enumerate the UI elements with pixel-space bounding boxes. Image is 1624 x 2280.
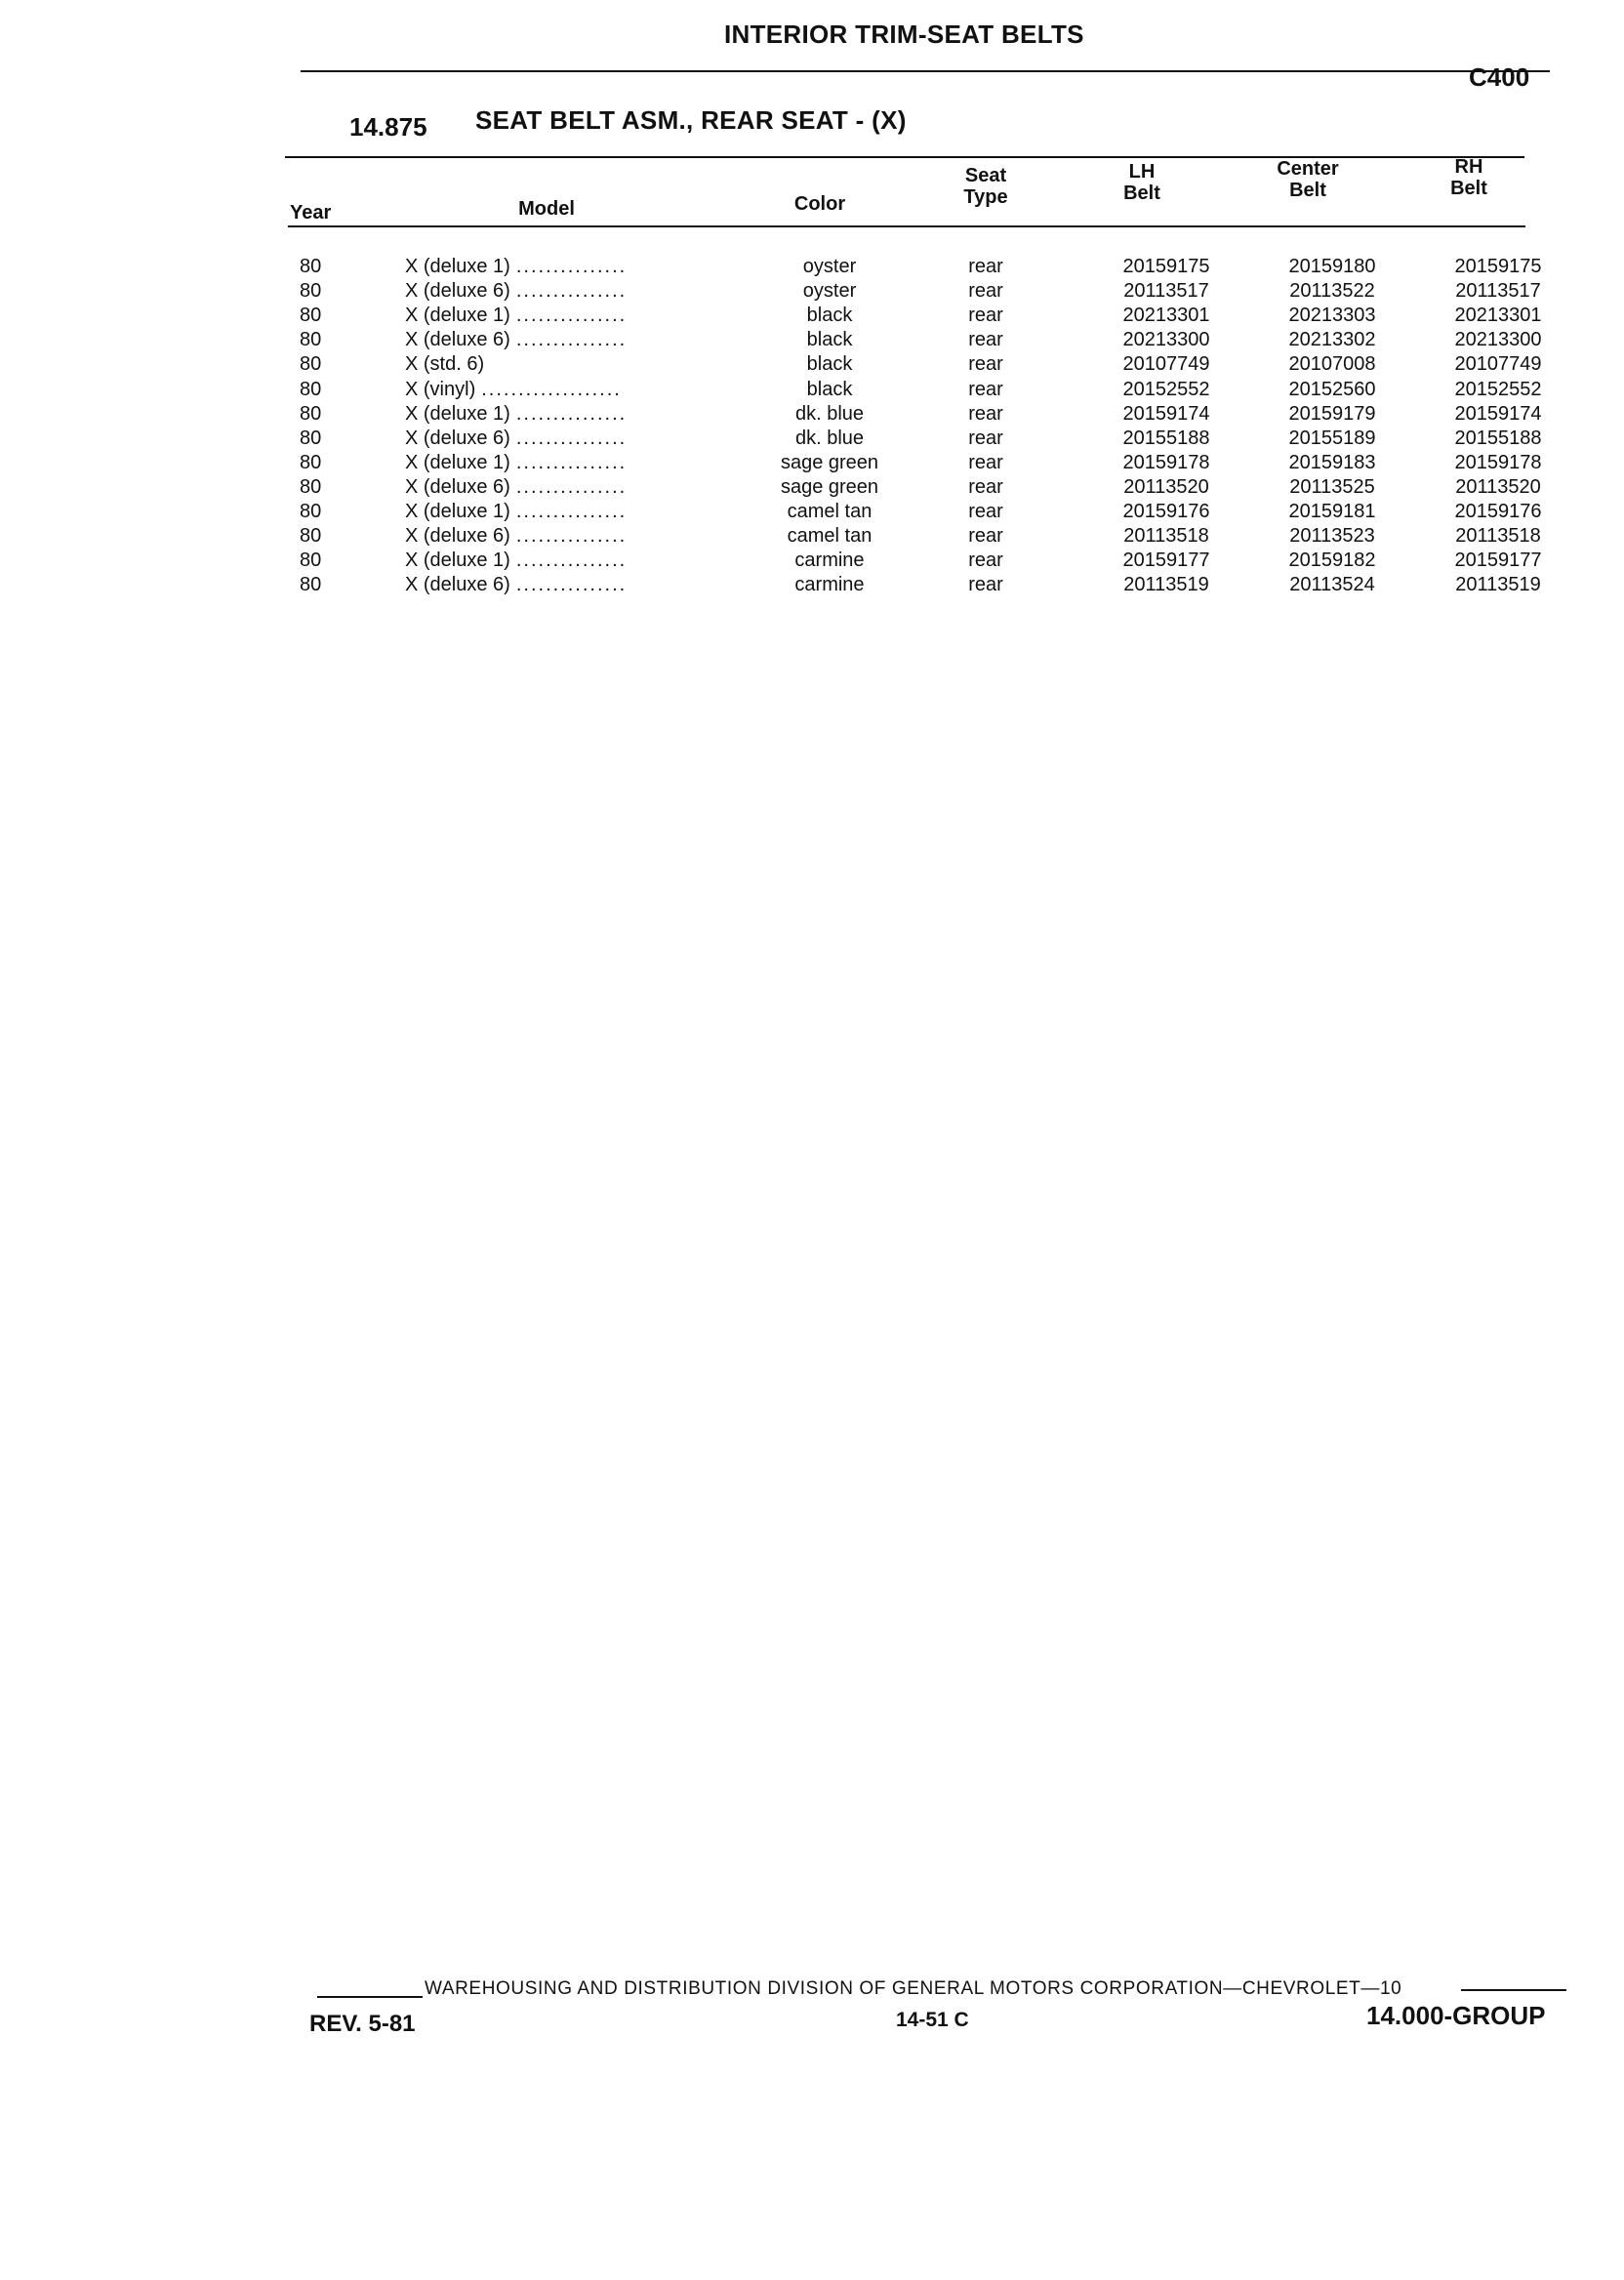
model-text: X (deluxe 6)	[405, 525, 510, 548]
lh-belt-cell: 20113518	[1123, 525, 1209, 548]
rh-belt-cell: 20213300	[1454, 329, 1542, 351]
year-cell: 80	[300, 305, 322, 327]
col-header-color: Color	[793, 193, 846, 215]
model-cell	[405, 256, 627, 278]
model-text: X (deluxe 1)	[405, 402, 510, 425]
leader-dots: ...................	[481, 378, 622, 400]
rh-belt-cell: 20152552	[1454, 378, 1542, 400]
assembly-number: 14.875	[349, 112, 427, 142]
model-cell	[405, 403, 627, 426]
rh-belt-cell: 20113520	[1455, 475, 1541, 498]
model-cell	[405, 525, 627, 548]
seat-type-cell: rear	[968, 305, 1003, 327]
color-cell: oyster	[802, 280, 857, 303]
seat-type-cell: rear	[968, 256, 1003, 277]
model-cell	[405, 501, 627, 523]
rh-belt-cell: 20107749	[1454, 353, 1542, 376]
color-cell: black	[806, 305, 853, 327]
model-text: X (deluxe 1)	[405, 550, 510, 572]
rh-belt-cell: 20113517	[1455, 280, 1541, 303]
leader-dots: ...............	[515, 574, 628, 596]
col-header-center-line2: Belt	[1289, 180, 1326, 201]
leader-dots: ...............	[515, 280, 628, 303]
center-belt-cell: 20159180	[1288, 256, 1376, 277]
footer-rule-right	[1461, 1989, 1566, 1991]
seat-type-cell: rear	[968, 280, 1003, 303]
color-cell: camel tan	[787, 525, 873, 548]
col-header-seat-line2: Type	[963, 186, 1008, 208]
center-belt-cell: 20159179	[1288, 402, 1376, 425]
section-code: C400	[1469, 62, 1530, 92]
model-text: X (deluxe 6)	[405, 329, 510, 351]
table-row	[0, 379, 1624, 403]
model-text: X (deluxe 6)	[405, 574, 510, 596]
rh-belt-cell: 20159177	[1454, 550, 1542, 572]
model-text: X (deluxe 6)	[405, 427, 510, 449]
seat-type-cell: rear	[968, 574, 1003, 596]
lh-belt-cell: 20113520	[1123, 475, 1209, 498]
lh-belt-cell: 20159174	[1122, 402, 1210, 425]
model-cell	[405, 353, 490, 376]
leader-dots: ...............	[515, 451, 628, 473]
col-header-lh-line2: Belt	[1123, 183, 1160, 204]
color-cell: black	[806, 353, 853, 376]
center-belt-cell: 20159181	[1288, 501, 1376, 522]
table-row	[0, 403, 1624, 428]
parts-table-body	[0, 0, 1624, 683]
center-belt-cell: 20113524	[1289, 574, 1375, 596]
color-cell: carmine	[794, 574, 865, 596]
color-cell: black	[806, 329, 853, 351]
color-cell: dk. blue	[794, 402, 865, 425]
seat-type-cell: rear	[968, 475, 1003, 498]
model-text: X (std. 6)	[405, 353, 485, 376]
table-row	[0, 305, 1624, 329]
seat-type-cell: rear	[968, 353, 1003, 376]
model-text: X (deluxe 1)	[405, 256, 510, 277]
center-belt-cell: 20213303	[1288, 305, 1376, 327]
year-cell: 80	[300, 280, 322, 303]
model-cell	[405, 550, 627, 572]
lh-belt-cell: 20155188	[1122, 427, 1210, 449]
table-row	[0, 256, 1624, 280]
leader-dots: ...............	[515, 501, 628, 522]
color-cell: carmine	[794, 550, 865, 572]
lh-belt-cell: 20152552	[1122, 378, 1210, 400]
color-cell: oyster	[802, 256, 857, 277]
leader-dots: ...............	[515, 256, 628, 277]
center-belt-cell: 20152560	[1288, 378, 1376, 400]
footer-revision: REV. 5-81	[309, 2011, 416, 2037]
col-header-year: Year	[290, 202, 332, 224]
seat-type-cell: rear	[968, 427, 1003, 449]
model-text: X (deluxe 1)	[405, 501, 510, 522]
year-cell: 80	[300, 574, 322, 596]
color-cell: sage green	[780, 475, 879, 498]
table-row	[0, 574, 1624, 598]
model-text: X (deluxe 1)	[405, 451, 510, 473]
leader-dots: ...............	[515, 475, 628, 498]
footer-rule-left	[317, 1996, 423, 1998]
leader-dots: ...............	[515, 427, 628, 449]
seat-type-cell: rear	[968, 525, 1003, 548]
leader-dots: ...............	[515, 525, 628, 548]
seat-type-cell: rear	[968, 501, 1003, 522]
footer-division-line: WAREHOUSING AND DISTRIBUTION DIVISION OF GENERAL MOTORS CORPORATION—CHEVROLET—10	[425, 1978, 1402, 1999]
table-row	[0, 476, 1624, 501]
year-cell: 80	[300, 501, 322, 522]
color-cell: dk. blue	[794, 427, 865, 449]
model-cell	[405, 452, 627, 474]
col-header-rh-line1: RH	[1454, 156, 1483, 178]
color-cell: camel tan	[787, 501, 873, 522]
center-belt-cell: 20159183	[1288, 451, 1376, 473]
col-header-seat-line1: Seat	[964, 165, 1007, 186]
year-cell: 80	[300, 427, 322, 449]
center-belt-cell: 20155189	[1288, 427, 1376, 449]
model-text: X (deluxe 1)	[405, 305, 510, 327]
table-row	[0, 525, 1624, 550]
model-cell	[405, 476, 627, 499]
table-row	[0, 550, 1624, 574]
model-cell	[405, 574, 627, 596]
center-belt-cell: 20113523	[1289, 525, 1375, 548]
rh-belt-cell: 20159178	[1454, 451, 1542, 473]
model-text: X (vinyl)	[405, 378, 476, 400]
year-cell: 80	[300, 475, 322, 498]
leader-dots: ...............	[515, 550, 628, 572]
col-header-center-line1: Center	[1277, 158, 1339, 180]
leader-dots: ...............	[515, 402, 628, 425]
year-cell: 80	[300, 550, 322, 572]
seat-type-cell: rear	[968, 451, 1003, 473]
table-row	[0, 280, 1624, 305]
color-cell: sage green	[780, 451, 879, 473]
color-cell: black	[806, 378, 853, 400]
center-belt-cell: 20107008	[1288, 353, 1376, 376]
rh-belt-cell: 20159175	[1454, 256, 1542, 277]
center-belt-cell: 20213302	[1288, 329, 1376, 351]
seat-type-cell: rear	[968, 329, 1003, 351]
year-cell: 80	[300, 402, 322, 425]
lh-belt-cell: 20159175	[1122, 256, 1210, 277]
lh-belt-cell: 20213301	[1122, 305, 1210, 327]
table-row	[0, 353, 1624, 378]
center-belt-cell: 20113525	[1289, 475, 1375, 498]
lh-belt-cell: 20159178	[1122, 451, 1210, 473]
table-row	[0, 501, 1624, 525]
model-cell	[405, 280, 627, 303]
year-cell: 80	[300, 256, 322, 277]
center-belt-cell: 20159182	[1288, 550, 1376, 572]
year-cell: 80	[300, 329, 322, 351]
assembly-title: SEAT BELT ASM., REAR SEAT - (X)	[475, 105, 907, 135]
rh-belt-cell: 20159174	[1454, 402, 1542, 425]
year-cell: 80	[300, 525, 322, 548]
year-cell: 80	[300, 378, 322, 400]
col-header-rh-line2: Belt	[1450, 178, 1487, 199]
table-row	[0, 452, 1624, 476]
rh-belt-cell: 20155188	[1454, 427, 1542, 449]
seat-type-cell: rear	[968, 550, 1003, 572]
rh-belt-cell: 20113518	[1455, 525, 1541, 548]
col-header-model: Model	[518, 198, 575, 220]
col-header-lh-line1: LH	[1128, 161, 1156, 183]
lh-belt-cell: 20113519	[1123, 574, 1209, 596]
model-cell	[405, 379, 622, 401]
year-cell: 80	[300, 353, 322, 376]
rh-belt-cell: 20159176	[1454, 501, 1542, 522]
lh-belt-cell: 20159177	[1122, 550, 1210, 572]
year-cell: 80	[300, 451, 322, 473]
lh-belt-cell: 20113517	[1123, 280, 1209, 303]
table-row	[0, 428, 1624, 452]
center-belt-cell: 20113522	[1289, 280, 1375, 303]
lh-belt-cell: 20107749	[1122, 353, 1210, 376]
seat-type-cell: rear	[968, 402, 1003, 425]
model-cell	[405, 305, 627, 327]
model-cell	[405, 329, 627, 351]
model-text: X (deluxe 6)	[405, 280, 510, 303]
model-text: X (deluxe 6)	[405, 475, 510, 498]
model-cell	[405, 428, 627, 450]
lh-belt-cell: 20213300	[1122, 329, 1210, 351]
rh-belt-cell: 20113519	[1455, 574, 1541, 596]
rh-belt-cell: 20213301	[1454, 305, 1542, 327]
footer-group: 14.000-GROUP	[1366, 2001, 1546, 2030]
seat-type-cell: rear	[968, 378, 1003, 400]
leader-dots: ...............	[515, 305, 628, 327]
lh-belt-cell: 20159176	[1122, 501, 1210, 522]
section-title: INTERIOR TRIM-SEAT BELTS	[724, 20, 1084, 49]
table-row	[0, 329, 1624, 353]
leader-dots: ...............	[515, 329, 628, 351]
footer-page-number: 14-51 C	[896, 2009, 969, 2031]
